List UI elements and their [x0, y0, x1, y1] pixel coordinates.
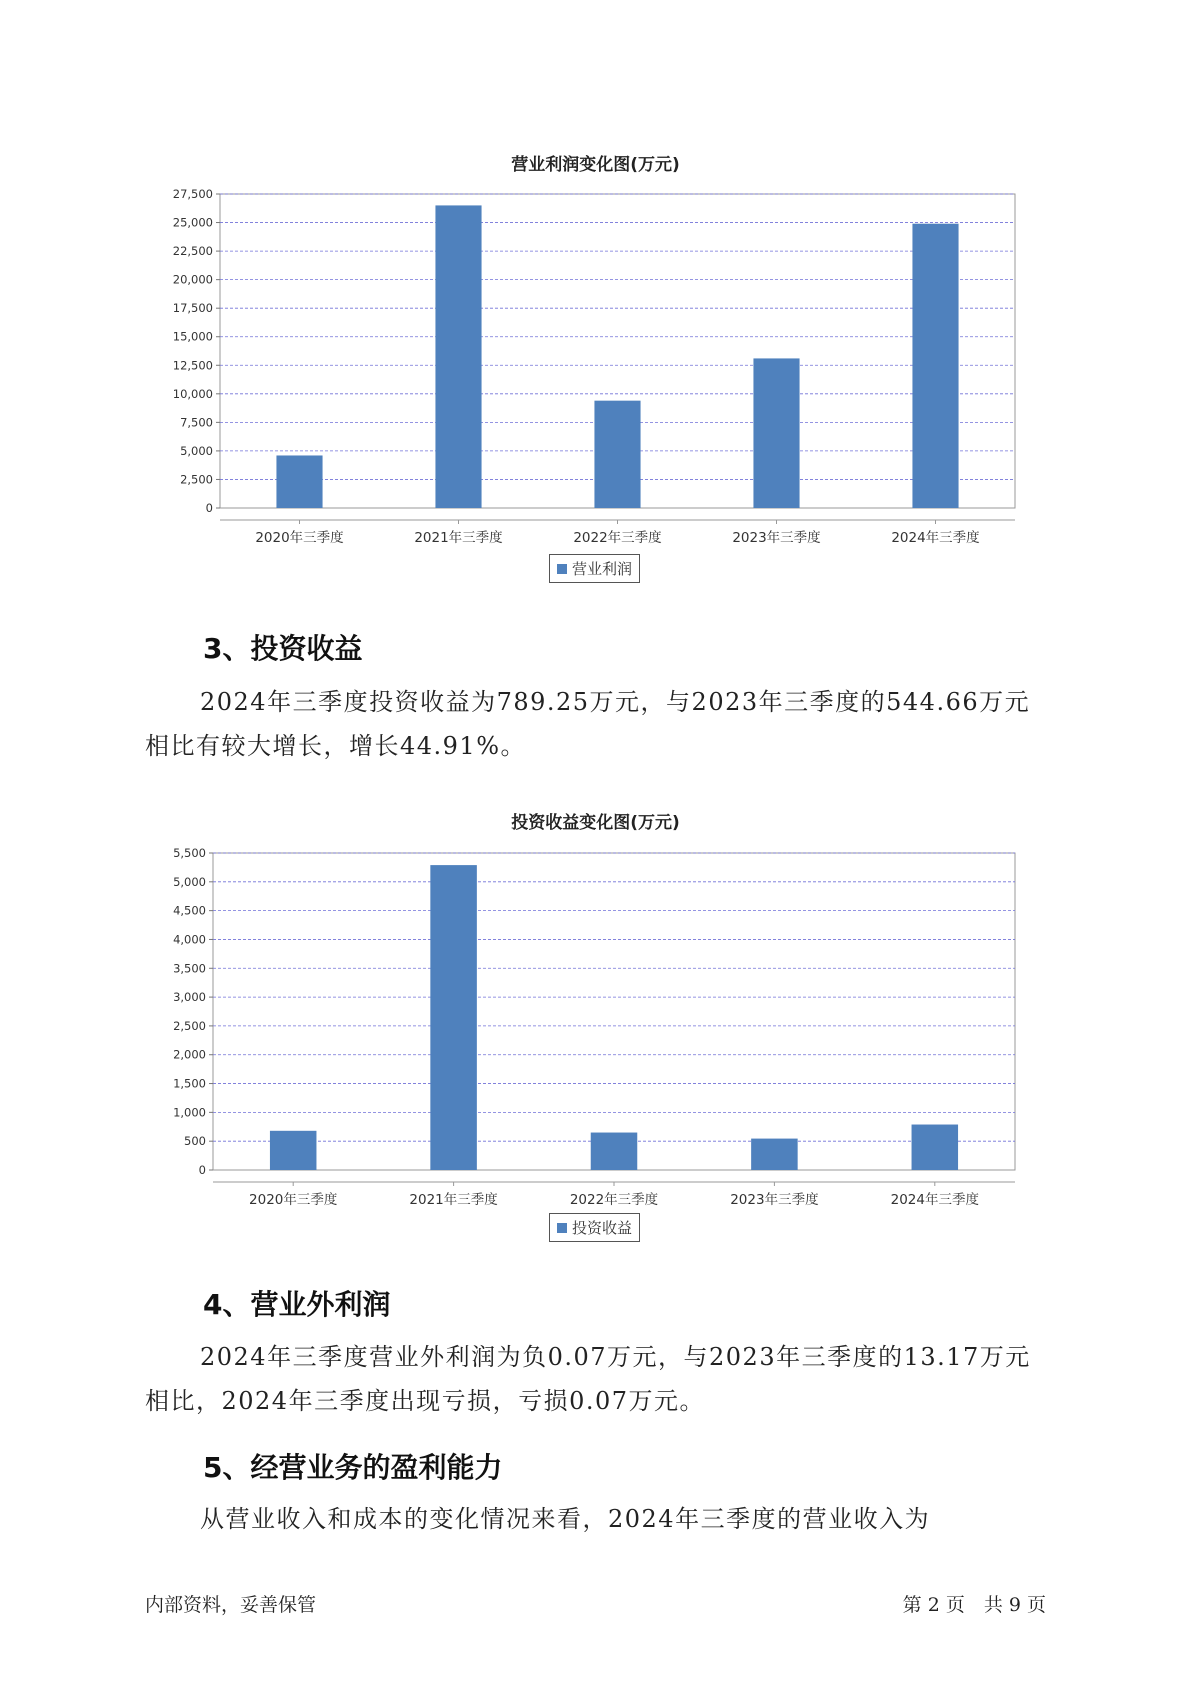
y-tick-label: 20,000 [172, 272, 213, 287]
y-tick-label: 2,500 [180, 472, 213, 487]
x-tick-label: 2024年三季度 [891, 530, 980, 546]
y-tick-label: 2,000 [173, 1047, 206, 1062]
x-tick-label: 2023年三季度 [732, 530, 821, 546]
y-tick-label: 15,000 [172, 329, 213, 344]
section-heading: 4、营业外利润 [203, 1288, 391, 1321]
section-heading: 5、经营业务的盈利能力 [203, 1451, 503, 1484]
chart-title: 营业利润变化图(万元) [511, 155, 680, 175]
y-tick-label: 4,000 [173, 932, 206, 947]
bar [751, 1139, 798, 1170]
paragraph-line: 2024年三季度投资收益为789.25万元，与2023年三季度的544.66万元 [200, 688, 1031, 716]
y-tick-label: 22,500 [172, 244, 213, 259]
y-tick-label: 27,500 [172, 187, 213, 201]
chart-legend [549, 1213, 640, 1242]
section-paragraph [145, 1335, 1065, 1423]
bar [430, 865, 477, 1170]
legend-label: 营业利润 [572, 560, 633, 578]
legend-swatch [557, 1223, 567, 1233]
y-tick-label: 7,500 [180, 415, 213, 430]
y-tick-label: 5,000 [180, 443, 213, 458]
y-tick-label: 3,500 [173, 961, 206, 976]
x-tick-label: 2021年三季度 [414, 530, 503, 546]
y-tick-label: 25,000 [172, 215, 213, 230]
paragraph-line: 从营业收入和成本的变化情况来看，2024年三季度的营业收入为 [200, 1505, 931, 1533]
section-paragraph [145, 1497, 1065, 1541]
y-tick-label: 12,500 [172, 358, 213, 373]
bar [270, 1131, 317, 1170]
footer-left: 内部资料，妥善保管 [145, 1594, 317, 1616]
y-tick-label: 1,500 [173, 1076, 206, 1091]
plot-area [213, 853, 1015, 1170]
x-tick-label: 2022年三季度 [573, 530, 662, 546]
footer-page-number: 第 2 页 共 9 页 [902, 1594, 1046, 1616]
x-tick-label: 2021年三季度 [409, 1192, 498, 1208]
y-tick-label: 10,000 [172, 386, 213, 401]
paragraph-line: 2024年三季度营业外利润为负0.07万元，与2023年三季度的13.17万元 [200, 1343, 1031, 1371]
x-tick-label: 2024年三季度 [890, 1192, 979, 1208]
x-tick-label: 2020年三季度 [255, 530, 344, 546]
paragraph-line: 相比，2024年三季度出现亏损，亏损0.07万元。 [145, 1387, 706, 1415]
x-tick-label: 2023年三季度 [730, 1192, 819, 1208]
paragraph-line: 相比有较大增长，增长44.91%。 [145, 732, 527, 760]
section-heading: 3、投资收益 [203, 632, 363, 665]
bar [912, 1125, 959, 1170]
y-tick-label: 0 [205, 501, 213, 515]
y-tick-label: 2,500 [173, 1018, 206, 1033]
y-tick-label: 5,000 [173, 874, 206, 889]
x-tick-label: 2020年三季度 [249, 1192, 338, 1208]
legend-label: 投资收益 [572, 1219, 633, 1237]
y-tick-label: 3,000 [173, 990, 206, 1005]
y-tick-label: 17,500 [172, 301, 213, 316]
y-tick-label: 5,500 [173, 846, 206, 860]
x-tick-label: 2022年三季度 [569, 1192, 659, 1208]
y-tick-label: 1,000 [173, 1105, 206, 1120]
y-tick-label: 0 [198, 1163, 206, 1177]
y-tick-label: 4,500 [173, 903, 206, 918]
bar [591, 1133, 638, 1170]
y-tick-label: 500 [184, 1134, 206, 1149]
chart-title: 投资收益变化图(万元) [511, 813, 680, 833]
